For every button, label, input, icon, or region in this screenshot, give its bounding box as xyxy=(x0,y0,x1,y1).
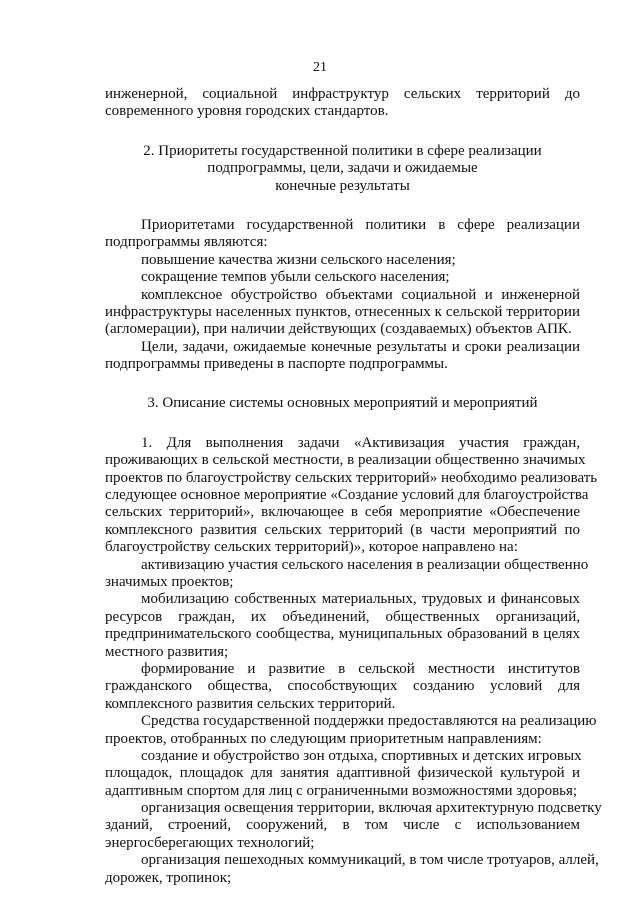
text-line: подпрограммы приведены в паспорте подпрограммы. xyxy=(105,356,448,373)
text-line: значимых проектов; xyxy=(105,573,234,590)
text-line: подпрограммы являются: xyxy=(105,234,268,251)
text-line: следующее основное мероприятие «Создание условий для благоустройства xyxy=(105,487,589,504)
text-line: площадок, площадок для занятия адаптивной физической культурой и xyxy=(105,765,580,782)
text-line: гражданского общества, способствующих созданию условий для xyxy=(105,678,580,695)
section-heading: 3. Описание системы основных мероприятий и мероприятий xyxy=(147,395,538,412)
text-line: зданий, строений, сооружений, в том числе с использованием xyxy=(105,817,580,834)
text-line: местного развития; xyxy=(105,643,229,660)
text-line: организация пешеходных коммуникаций, в том числе тротуаров, аллей, xyxy=(141,852,599,869)
text-line: (агломерации), при наличии действующих (создаваемых) объектов АПК. xyxy=(105,321,572,338)
text-line: ресурсов граждан, их объединений, общественных организаций, xyxy=(105,608,580,625)
text-line: мобилизацию собственных материальных, трудовых и финансовых xyxy=(141,591,580,608)
text-line: активизацию участия сельского населения в реализации общественно xyxy=(141,556,589,573)
text-line: сокращение темпов убыли сельского населения; xyxy=(141,269,450,286)
text-line: адаптивным спортом для лиц с ограниченными возможностями здоровья; xyxy=(105,782,578,799)
text-line: комплексного развития сельских территорий (в части мероприятий по xyxy=(105,521,580,538)
text-line: предпринимательского сообщества, муниципальных образований в целях xyxy=(105,626,580,643)
text-line: Цели, задачи, ожидаемые конечные результаты и сроки реализации xyxy=(141,338,580,355)
text-line: благоустройству сельских территорий)», которое направлено на: xyxy=(105,539,518,556)
document-body xyxy=(105,86,602,887)
text-line: Приоритетами государственной политики в сфере реализации xyxy=(141,216,580,233)
text-line: повышение качества жизни сельского населения; xyxy=(141,251,456,268)
text-line: комплексное обустройство объектами социальной и инженерной xyxy=(141,286,580,303)
text-line: создание и обустройство зон отдыха, спортивных и детских игровых xyxy=(141,747,582,764)
text-line: проектов по благоустройству сельских территорий» необходимо реализовать xyxy=(105,469,598,486)
section-heading: конечные результаты xyxy=(275,177,410,194)
section-heading: 2. Приоритеты государственной политики в сфере реализации xyxy=(143,142,542,159)
text-line: инженерной, социальной инфраструктур сельских территорий до xyxy=(105,86,580,102)
text-line: формирование и развитие в сельской местности институтов xyxy=(141,660,580,677)
page-number: 21 xyxy=(313,60,327,75)
text-line: дорожек, тропинок; xyxy=(105,869,232,886)
text-line: организация освещения территории, включая архитектурную подсветку xyxy=(141,800,602,817)
text-line: энергосберегающих технологий; xyxy=(105,834,315,851)
text-line: проживающих в сельской местности, в реализации общественно значимых xyxy=(105,452,586,469)
text-line: современного уровня городских стандартов. xyxy=(105,103,389,120)
text-line: комплексного развития сельских территорий. xyxy=(105,695,396,712)
section-heading: подпрограммы, цели, задачи и ожидаемые xyxy=(207,160,478,177)
text-line: проектов, отобранных по следующим приоритетным направлениям: xyxy=(105,730,542,747)
text-line: инфраструктуры населенных пунктов, отнесенных к сельской территории xyxy=(105,303,580,320)
text-line: сельских территорий», включающее в себя мероприятие «Обеспечение xyxy=(105,504,580,521)
text-line: 1. Для выполнения задачи «Активизация участия граждан, xyxy=(141,434,580,451)
text-line: Средства государственной поддержки предоставляются на реализацию xyxy=(141,713,597,730)
